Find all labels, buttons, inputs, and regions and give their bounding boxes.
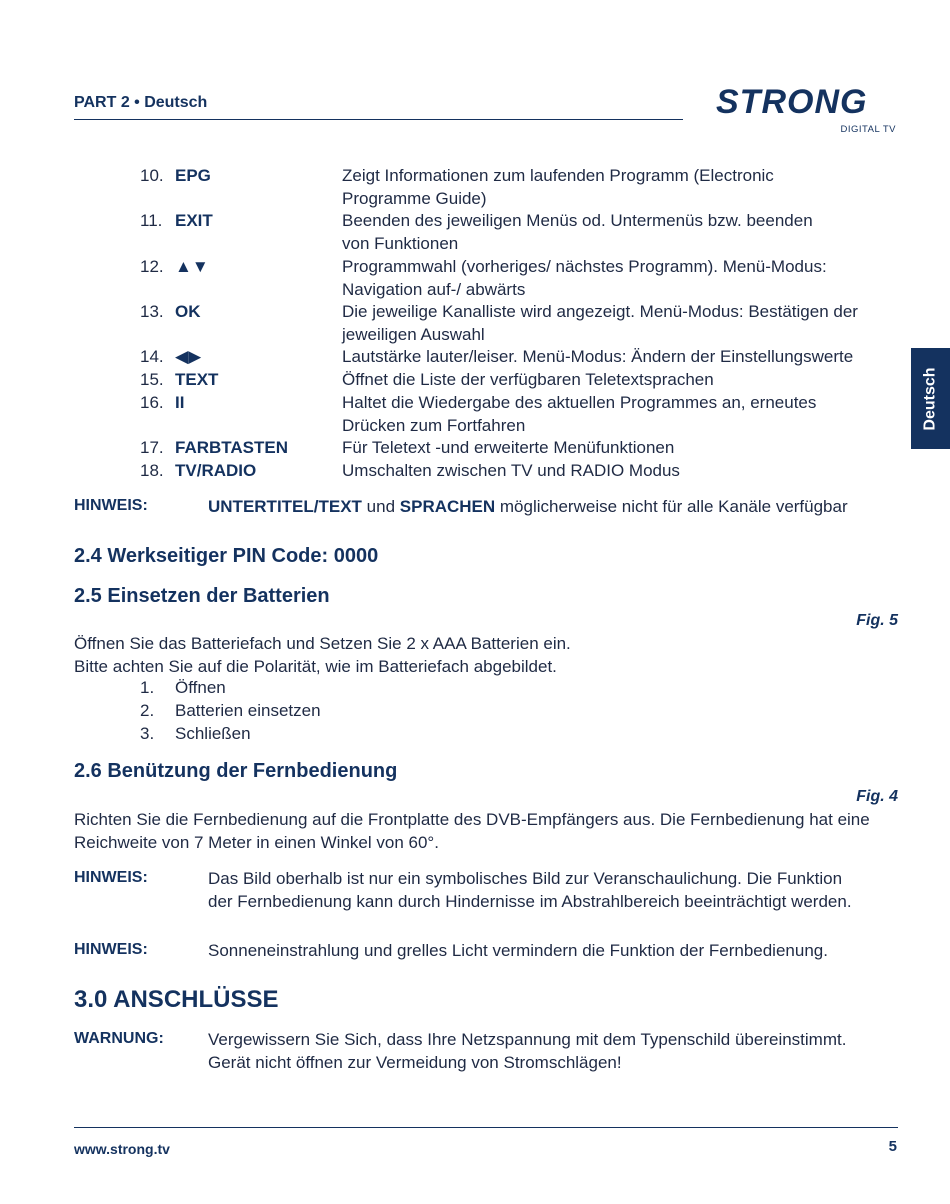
logo-subtitle: DIGITAL TV (840, 124, 896, 135)
page-number: 5 (888, 1138, 897, 1155)
note-label: HINWEIS: (74, 497, 148, 514)
item-desc-line: Lautstärke lauter/leiser. Menü-Modus: Ändern der Einstellungswerte (342, 347, 854, 366)
step-text: Öffnen (175, 678, 226, 697)
item-number: 12. (140, 257, 164, 276)
item-desc-line: Programme Guide) (342, 189, 487, 208)
note-label: HINWEIS: (74, 869, 148, 886)
item-key: TV/RADIO (175, 461, 257, 480)
step-number: 2. (140, 701, 155, 720)
strong-logo (712, 80, 902, 136)
header-rule (74, 119, 683, 120)
item-desc-line: Für Teletext -und erweiterte Menüfunktionen (342, 438, 675, 457)
step-number: 3. (140, 724, 155, 743)
item-key: TEXT (175, 370, 219, 389)
language-side-tab (911, 348, 950, 449)
item-key: EXIT (175, 211, 213, 230)
header-part-label: PART 2 • Deutsch (74, 94, 208, 111)
left-right-arrow-icon: ◀▶ (175, 347, 202, 366)
step-text: Batterien einsetzen (175, 701, 321, 720)
note-keyword: SPRACHEN (399, 497, 496, 516)
item-desc-line: Drücken zum Fortfahren (342, 416, 526, 435)
item-desc-line: Zeigt Informationen zum laufenden Programm (Electronic (342, 166, 774, 185)
figure-reference: Fig. 5 (856, 612, 898, 629)
note-label: HINWEIS: (74, 941, 148, 958)
item-key: EPG (175, 166, 211, 185)
item-desc-line: Öffnet die Liste der verfügbaren Teletextsprachen (342, 370, 714, 389)
paragraph-line: Richten Sie die Fernbedienung auf die Frontplatte des DVB-Empfängers aus. Die Fernbedienung hat eine (74, 810, 870, 829)
item-desc-line: Programmwahl (vorheriges/ nächstes Programm). Menü-Modus: (342, 257, 827, 276)
paragraph-line: Bitte achten Sie auf die Polarität, wie im Batteriefach abgebildet. (74, 657, 557, 676)
warning-label: WARNUNG: (74, 1030, 164, 1047)
paragraph-line: Reichweite von 7 Meter in einen Winkel von 60°. (74, 833, 439, 852)
item-desc-line: Navigation auf-/ abwärts (342, 280, 526, 299)
item-number: 10. (140, 166, 164, 185)
chapter-heading: 3.0 ANSCHLÜSSE (74, 986, 279, 1013)
section-heading: 2.6 Benützung der Fernbedienung (74, 760, 398, 782)
item-number: 17. (140, 438, 164, 457)
section-heading: 2.5 Einsetzen der Batterien (74, 585, 330, 607)
item-number: 15. (140, 370, 164, 389)
item-number: 18. (140, 461, 164, 480)
item-number: 16. (140, 393, 164, 412)
item-desc-line: Umschalten zwischen TV und RADIO Modus (342, 461, 680, 480)
note-keyword: UNTERTITEL/TEXT (208, 497, 362, 516)
warning-text-line: Vergewissern Sie Sich, dass Ihre Netzspannung mit dem Typenschild übereinstimmt. (208, 1030, 847, 1049)
item-desc-line: von Funktionen (342, 234, 459, 253)
strong-logo-mark (712, 80, 902, 122)
item-desc-line: Beenden des jeweiligen Menüs od. Untermenüs bzw. beenden (342, 211, 813, 230)
note-text-line: der Fernbedienung kann durch Hindernisse im Abstrahlbereich beeinträchtigt werden. (208, 892, 852, 911)
item-number: 13. (140, 302, 164, 321)
item-key: FARBTASTEN (175, 438, 289, 457)
item-number: 11. (140, 211, 163, 230)
note-text-line: Das Bild oberhalb ist nur ein symbolisches Bild zur Veranschaulichung. Die Funktion (208, 869, 843, 888)
step-number: 1. (140, 678, 155, 697)
footer-rule (74, 1127, 898, 1128)
paragraph-line: Öffnen Sie das Batteriefach und Setzen Sie 2 x AAA Batterien ein. (74, 634, 571, 653)
item-desc-line: Haltet die Wiedergabe des aktuellen Programmes an, erneutes (342, 393, 817, 412)
footer-url: www.strong.tv (74, 1141, 170, 1157)
item-desc-line: Die jeweilige Kanalliste wird angezeigt. Menü-Modus: Bestätigen der (342, 302, 858, 321)
step-text: Schließen (175, 724, 251, 743)
strong-logo-text: STRONG (716, 83, 868, 121)
warning-text-line: Gerät nicht öffnen zur Vermeidung von Stromschlägen! (208, 1053, 622, 1072)
up-down-arrow-icon: ▲▼ (175, 257, 209, 276)
item-desc-line: jeweiligen Auswahl (342, 325, 485, 344)
note-text-mid: und (361, 497, 400, 516)
section-heading: 2.4 Werkseitiger PIN Code: 0000 (74, 545, 379, 567)
note-text-rest: möglicherweise nicht für alle Kanäle verfügbar (495, 497, 848, 516)
note-text (208, 495, 898, 518)
side-tab-label: Deutsch (921, 366, 939, 431)
figure-reference: Fig. 4 (856, 788, 898, 805)
pause-icon: II (175, 393, 185, 412)
note-text-line: Sonneneinstrahlung und grelles Licht vermindern die Funktion der Fernbedienung. (208, 941, 828, 960)
item-number: 14. (140, 347, 164, 366)
item-key: OK (175, 302, 201, 321)
